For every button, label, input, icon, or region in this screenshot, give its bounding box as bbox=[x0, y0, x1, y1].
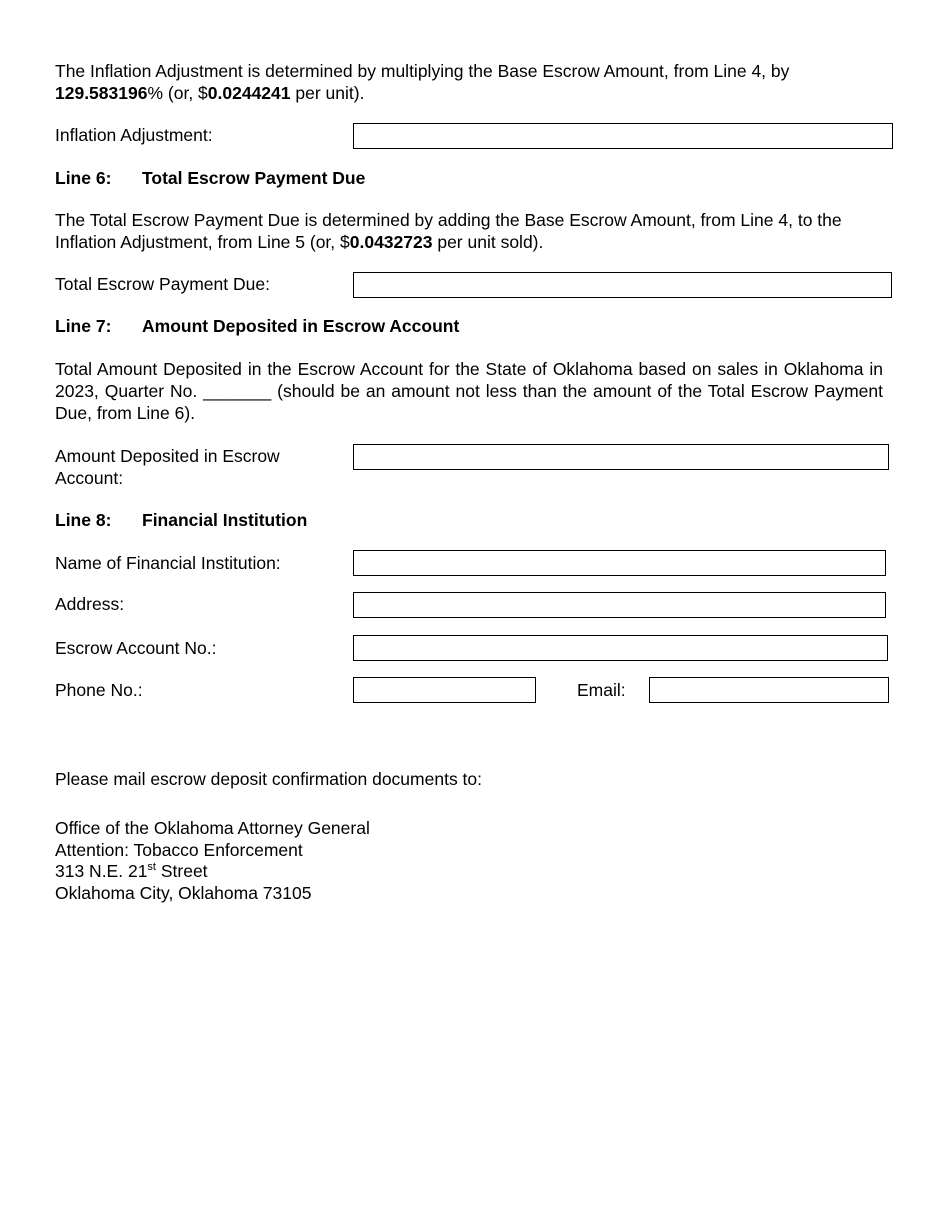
total-escrow-label: Total Escrow Payment Due: bbox=[55, 274, 270, 294]
amount-deposited-description: Total Amount Deposited in the Escrow Account for the State of Oklahoma based on sales in Oklahoma in 2023, Quarter No. _______ (should be an amount not less than the amount of the Total Escrow Payment Due, from Line 6). bbox=[55, 359, 883, 423]
inflation-percentage: 129.583196 bbox=[55, 83, 148, 103]
line-8-heading: Line 8: Financial Institution bbox=[55, 510, 308, 530]
total-escrow-per-unit: 0.0432723 bbox=[349, 232, 433, 252]
inflation-per-unit: 0.0244241 bbox=[207, 83, 291, 103]
address-label: Address: bbox=[55, 594, 125, 614]
mailing-address-street: 313 N.E. 21st Street bbox=[55, 861, 208, 881]
amount-deposited-label: Amount Deposited in Escrow Account: bbox=[55, 446, 280, 488]
mailing-address-attention: Attention: Tobacco Enforcement bbox=[55, 839, 303, 860]
escrow-account-number-field[interactable] bbox=[353, 635, 888, 661]
email-label: Email: bbox=[577, 680, 626, 700]
address-field[interactable] bbox=[353, 592, 886, 618]
total-escrow-field[interactable] bbox=[353, 272, 892, 298]
inflation-adjustment-field[interactable] bbox=[353, 123, 893, 149]
total-escrow-description: The Total Escrow Payment Due is determined by adding the Base Escrow Amount, from Line 4, to the Inflation Adjustment, from Line 5 (or, $0.0432723 per unit sold). bbox=[55, 210, 842, 252]
phone-field[interactable] bbox=[353, 677, 536, 703]
mailing-address bbox=[55, 818, 370, 904]
financial-institution-name-label: Name of Financial Institution: bbox=[55, 553, 281, 573]
phone-label: Phone No.: bbox=[55, 680, 143, 700]
financial-institution-name-field[interactable] bbox=[353, 550, 886, 576]
email-field[interactable] bbox=[649, 677, 889, 703]
inflation-adjustment-description: The Inflation Adjustment is determined by multiplying the Base Escrow Amount, from Line 4, by 129.583196% (or, $0.0244241 per unit). bbox=[55, 61, 790, 103]
mailing-address-city: Oklahoma City, Oklahoma 73105 bbox=[55, 882, 312, 903]
line-7-heading: Line 7: Amount Deposited in Escrow Account bbox=[55, 316, 460, 336]
amount-deposited-field[interactable] bbox=[353, 444, 889, 470]
escrow-account-number-label: Escrow Account No.: bbox=[55, 638, 217, 658]
mailing-address-office: Office of the Oklahoma Attorney General bbox=[55, 818, 370, 838]
inflation-adjustment-label: Inflation Adjustment: bbox=[55, 125, 213, 145]
mail-instructions: Please mail escrow deposit confirmation documents to: bbox=[55, 769, 483, 789]
line-6-heading: Line 6: Total Escrow Payment Due bbox=[55, 168, 366, 188]
